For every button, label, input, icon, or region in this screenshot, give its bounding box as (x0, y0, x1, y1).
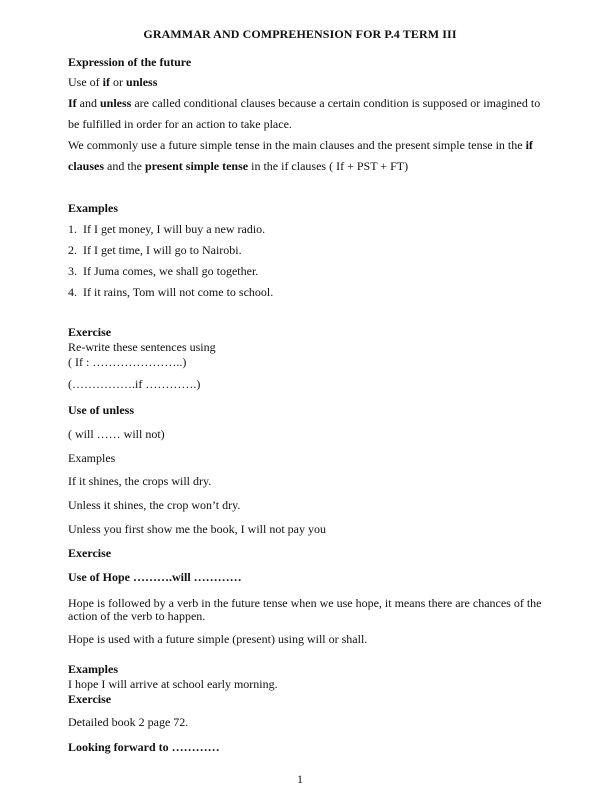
hope-exercise-heading: Exercise (68, 692, 112, 706)
unless-pattern: ( will …… will not) (68, 427, 165, 441)
definition-line-1: If and unless are called conditional clauses because a certain condition is supposed or imagined to (68, 96, 541, 110)
page-title: GRAMMAR AND COMPREHENSION FOR P.4 TERM III (143, 27, 457, 41)
exercise-pattern-if-2: (…………….if ………….) (68, 377, 201, 391)
hope-examples-heading: Examples (68, 662, 119, 676)
unless-example-3: Unless you first show me the book, I will not pay you (68, 522, 326, 536)
examples-heading: Examples (68, 201, 119, 215)
unless-heading: Use of unless (68, 403, 135, 417)
exercise-heading: Exercise (68, 325, 112, 339)
detailed-book-reference: Detailed book 2 page 72. (68, 715, 189, 729)
use-of-line: Use of if or unless (68, 75, 158, 89)
exercise-instruction: Re-write these sentences using (68, 340, 216, 354)
list-item: 3. If Juma comes, we shall go together. (68, 264, 259, 278)
hope-paragraph-line-1: Hope is followed by a verb in the future tense when we use hope, it means there are chances of the (68, 596, 542, 610)
hope-heading: Use of Hope ……….will ………… (68, 570, 242, 584)
list-item: 2. If I get time, I will go to Nairobi. (68, 243, 242, 257)
unless-example-2: Unless it shines, the crop won’t dry. (68, 498, 241, 512)
unless-example-1: If it shines, the crops will dry. (68, 474, 212, 488)
common-use-line-2: clauses and the present simple tense in the if clauses ( If + PST + FT) (68, 159, 409, 173)
unless-exercise-heading: Exercise (68, 546, 112, 560)
hope-paragraph-2: Hope is used with a future simple (present) using will or shall. (68, 632, 368, 646)
section-heading-future: Expression of the future (68, 55, 192, 69)
hope-paragraph-line-2: action of the verb to happen. (68, 609, 206, 623)
list-item: 4. If it rains, Tom will not come to school. (68, 285, 274, 299)
list-item: 1. If I get money, I will buy a new radio. (68, 222, 266, 236)
looking-forward-heading: Looking forward to ………… (68, 740, 220, 754)
exercise-pattern-if: ( If : …………………..) (68, 355, 187, 369)
definition-line-2: be fulfilled in order for an action to take place. (68, 117, 292, 131)
common-use-line-1: We commonly use a future simple tense in the main clauses and the present simple tense in the if (68, 138, 533, 152)
page-number: 1 (297, 772, 303, 786)
unless-examples-label: Examples (68, 451, 116, 465)
hope-example-1: I hope I will arrive at school early morning. (68, 677, 278, 691)
